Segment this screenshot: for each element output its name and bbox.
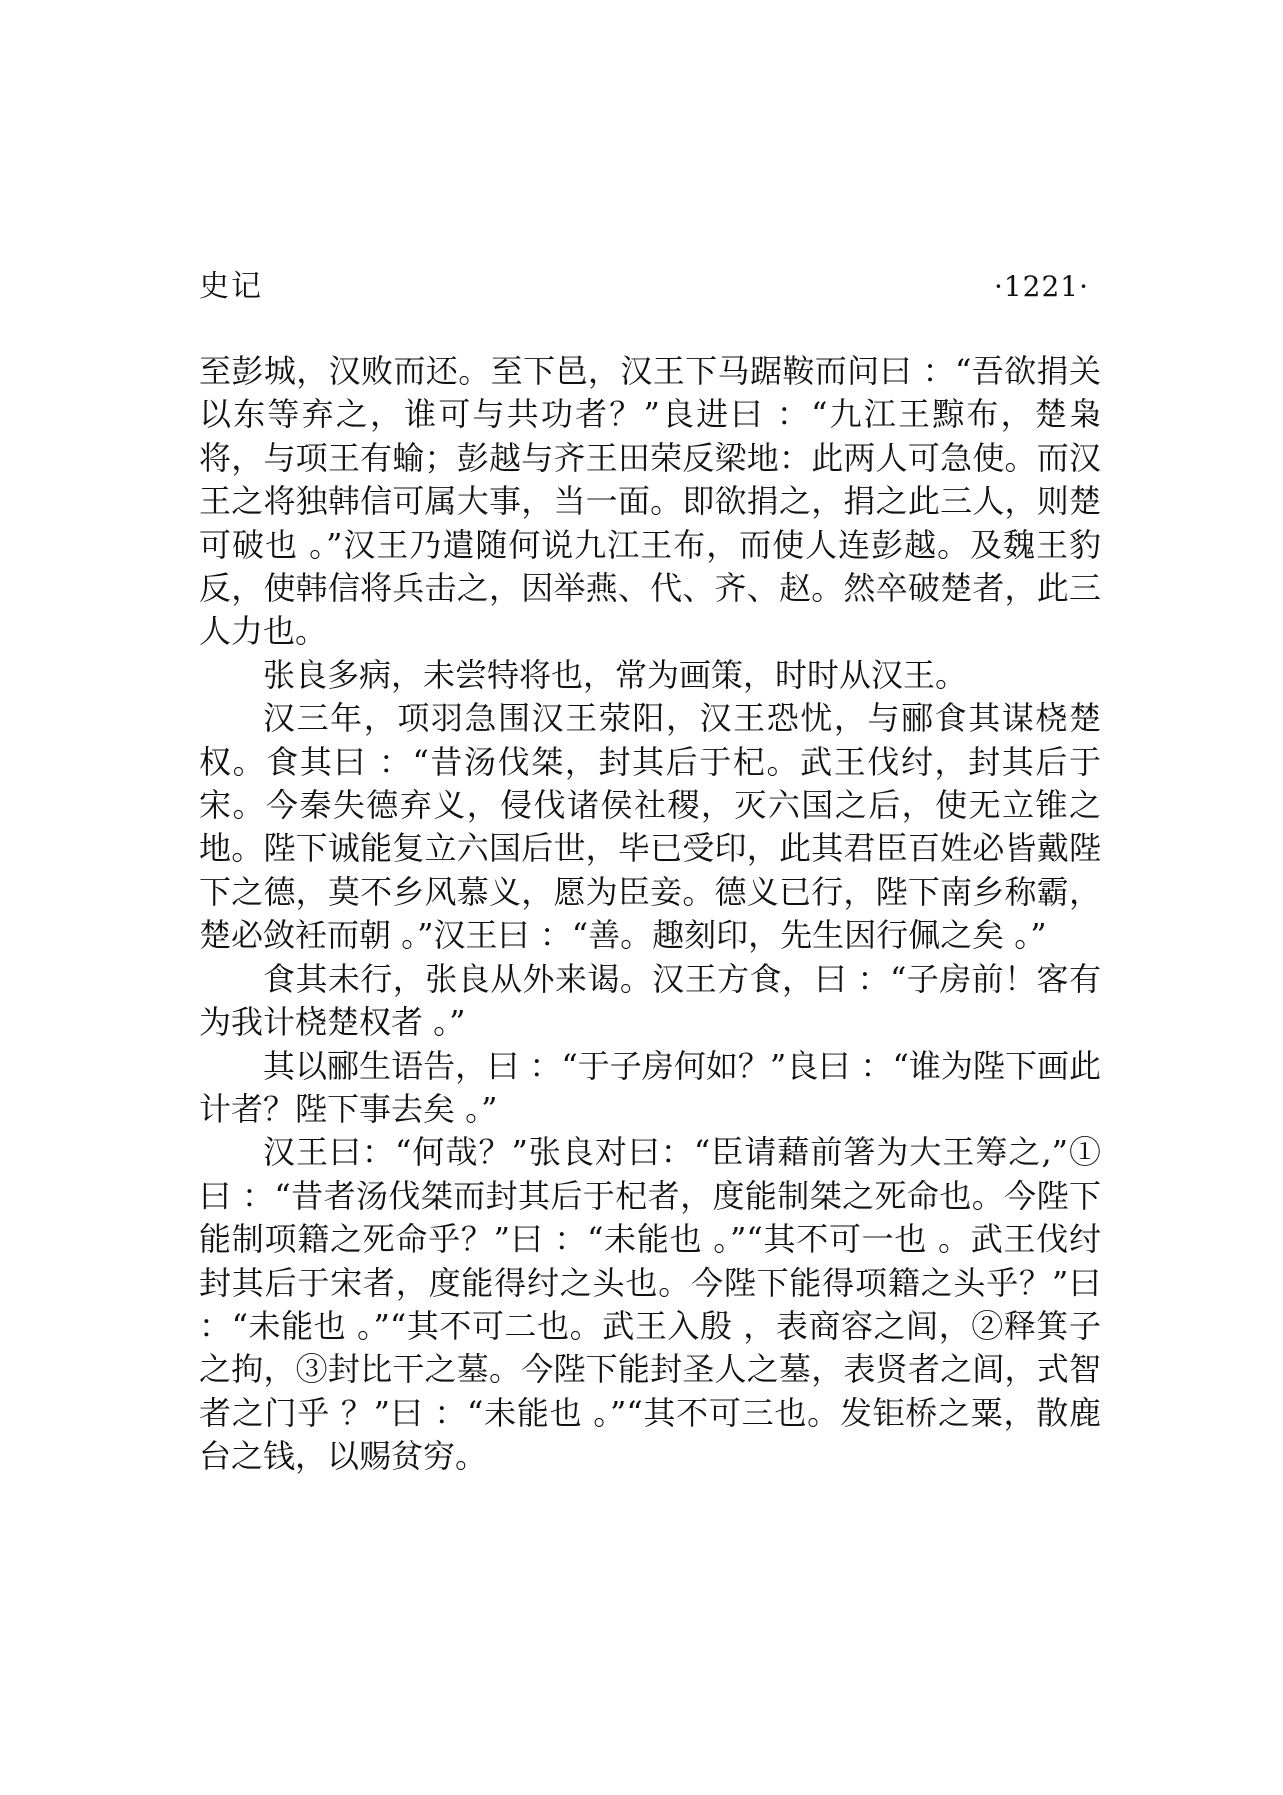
page-number: ·1221· [993,270,1089,303]
paragraph-2: 张良多病，未尝特将也，常为画策，时时从汉王。 [263,655,968,694]
paragraph-3: 汉三年，项羽急围汉王荥阳，汉王恐忧，与郦食其谋桡楚权。食其曰 ：“昔汤伐桀，封其后于杞。武王伐纣，封其后于宋。今秦失德弃义，侵伐诸侯社稷，灭六国之后，使无立锥之地。陛下诚能复立六国后世，毕已受印，此其君臣百姓必皆戴陛下之德，莫不乡风慕义，愿为臣妾。德义已行，陛下南乡称霸，楚必敛衽而朝 。”汉王曰 ：“善。趣刻印，先生因行佩之矣 。” [199,699,1101,955]
paragraph-1: 至彭城，汉败而还。至下邑，汉王下马踞鞍而问曰 ：“吾欲捐关以东等弃之，谁可与共功者？”良进曰 ：“九江王黥布，楚枭将，与项王有蝓；彭越与齐王田荣反梁地：此两人可急使。而汉王之将独韩信可属大事，当一面。即欲捐之，捐之此三人，则楚可破也 。”汉王乃遣随何说九江王布，而使人连彭越。及魏王豹反，使韩信将兵击之，因举燕、代、齐、赵。然卒破楚者，此三人力也。 [199,352,1101,651]
paragraph-6: 汉王曰：“何哉？”张良对曰：“臣请藉前箸为大王筹之,”①曰 ：“昔者汤伐桀而封其后于杞者，度能制桀之死命也。今陛下能制项籍之死命乎？”曰 ：“未能也 。”“其不可一也 。武王伐纣封其后于宋者，度能得纣之头也。今陛下能得项籍之头乎？”曰 ：“未能也 。”“其不可二也。武王入殷 ，表商容之闾，②释箕子之拘，③封比干之墓。今陛下能封圣人之墓，表贤者之闾，式智者之门乎 ？”曰 ：“未能也 。”“其不可三也。发钜桥之粟，散鹿台之钱，以赐贫穷。 [199,1133,1101,1476]
paragraph-5: 其以郦生语告，曰 ：“于子房何如？”良曰 ：“谁为陛下画此计者？陛下事去矣 。” [199,1046,1101,1128]
body-text [199,350,1101,1479]
book-title: 史记 [199,269,263,304]
page-header [199,265,1089,309]
paragraph-4: 食其未行，张良从外来谒。汉王方食，曰 ：“子房前！客有为我计桡楚权者 。” [199,959,1101,1042]
